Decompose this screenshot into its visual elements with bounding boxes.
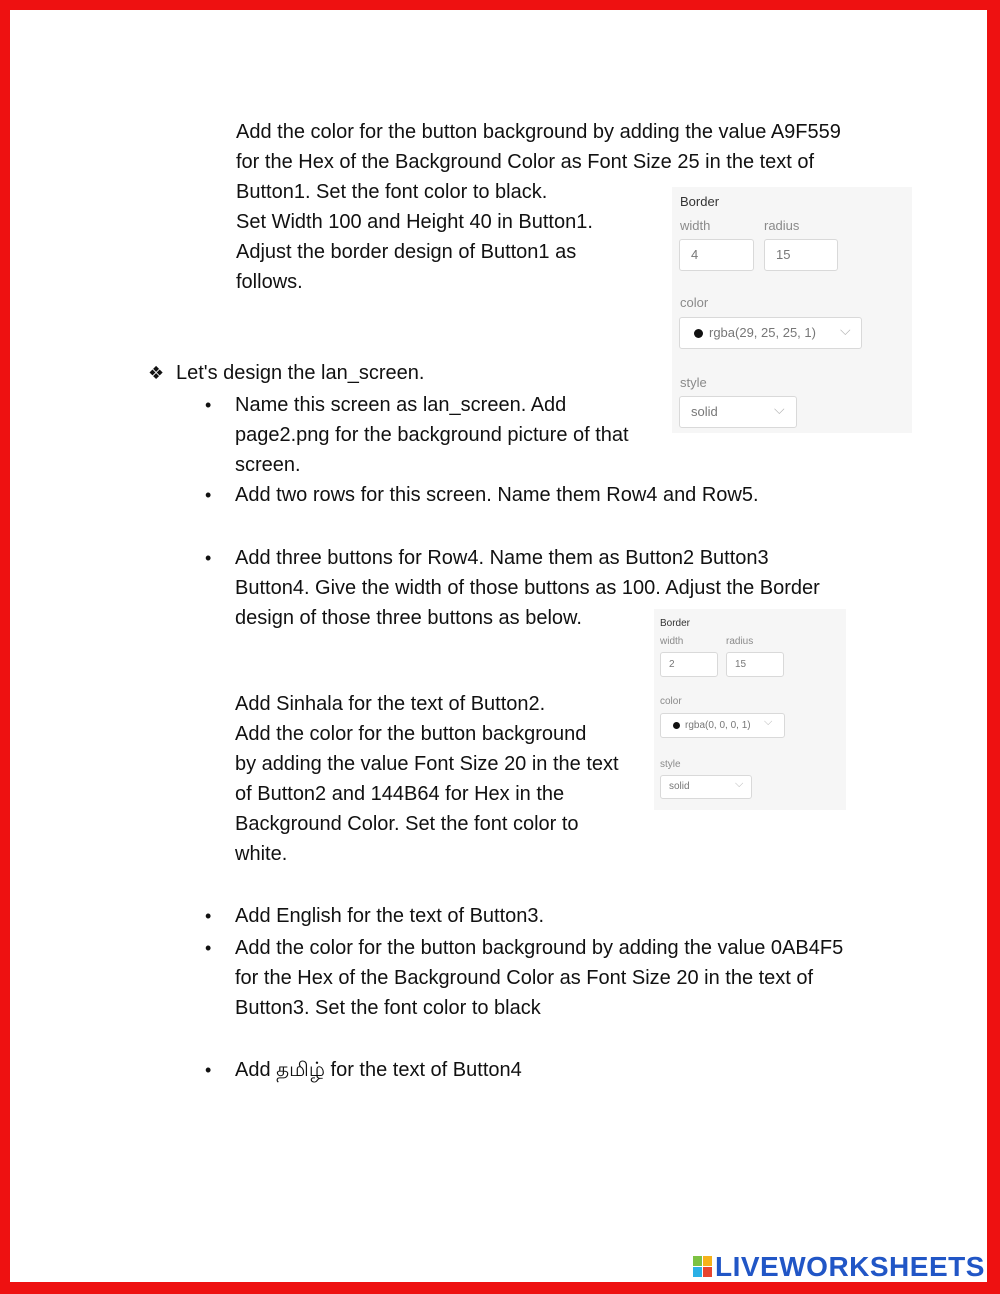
intro-line: Set Width 100 and Height 40 in Button1. — [236, 211, 593, 233]
style-select[interactable] — [679, 396, 797, 428]
color-label: color — [660, 696, 682, 707]
color-select[interactable] — [679, 317, 862, 349]
intro-line: Adjust the border design of Button1 as — [236, 241, 577, 263]
chevron-down-icon: ⌵ — [735, 778, 744, 790]
logo-icon — [693, 1256, 713, 1278]
bullet-icon: • — [205, 395, 212, 415]
width-label: width — [680, 218, 711, 233]
list-item: Add தமிழ் for the text of Button4 — [235, 1059, 522, 1081]
intro-line: for the Hex of the Background Color as Font Size 25 in the text of — [236, 151, 815, 173]
list-item-line: Button3. Set the font color to black — [235, 997, 541, 1019]
color-swatch-icon — [694, 329, 703, 338]
border-settings-panel — [654, 609, 846, 810]
list-item-line: Background Color. Set the font color to — [235, 813, 579, 835]
list-item-line: of Button2 and 144B64 for Hex in the — [235, 783, 565, 805]
style-value: solid — [669, 781, 690, 792]
list-item-line: Name this screen as lan_screen. Add — [235, 394, 567, 416]
style-label: style — [680, 375, 707, 390]
bullet-icon: • — [205, 1060, 212, 1080]
list-item-line: Add the color for the button background — [235, 723, 587, 745]
chevron-down-icon: ⌵ — [764, 716, 773, 728]
list-item-line: by adding the value Font Size 20 in the text — [235, 753, 619, 775]
intro-line: Add the color for the button background by adding the value A9F559 — [236, 121, 841, 143]
list-item-line: design of those three buttons as below. — [235, 607, 582, 629]
list-item-line: screen. — [235, 454, 301, 476]
intro-line: follows. — [236, 271, 303, 293]
style-label: style — [660, 759, 681, 770]
radius-label: radius — [726, 636, 754, 647]
list-item: Add two rows for this screen. Name them Row4 and Row5. — [235, 484, 759, 506]
width-input[interactable]: 4 — [679, 239, 754, 271]
list-item-line: page2.png for the background picture of that — [235, 424, 629, 446]
border-settings-panel — [672, 187, 912, 433]
list-item: Add English for the text of Button3. — [235, 905, 545, 927]
color-value: rgba(29, 25, 25, 1) — [709, 325, 816, 340]
color-swatch-icon — [673, 722, 680, 729]
list-item-line: Add three buttons for Row4. Name them as Button2 Button3 — [235, 547, 769, 569]
section-heading: Let's design the lan_screen. — [176, 362, 425, 384]
bullet-icon: • — [205, 548, 212, 568]
radius-label: radius — [764, 218, 800, 233]
list-item-line: Add Sinhala for the text of Button2. — [235, 693, 546, 715]
intro-line: Button1. Set the font color to black. — [236, 181, 548, 203]
radius-input[interactable]: 15 — [726, 652, 784, 677]
liveworksheets-logo — [693, 1252, 985, 1282]
radius-input[interactable]: 15 — [764, 239, 838, 271]
style-select[interactable] — [660, 775, 752, 799]
list-item-line: Button4. Give the width of those buttons as 100. Adjust the Border — [235, 577, 820, 599]
color-value: rgba(0, 0, 0, 1) — [685, 720, 751, 731]
style-value: solid — [691, 404, 718, 419]
list-item-line: for the Hex of the Background Color as Font Size 20 in the text of — [235, 967, 814, 989]
chevron-down-icon: ⌵ — [774, 401, 785, 417]
bullet-icon: • — [205, 938, 212, 958]
list-item-line: white. — [235, 843, 288, 865]
color-label: color — [680, 295, 709, 310]
list-item-line: Add the color for the button background by adding the value 0AB4F5 — [235, 937, 844, 959]
color-select[interactable] — [660, 713, 785, 738]
width-input[interactable]: 2 — [660, 652, 718, 677]
logo-text: LIVEWORKSHEETS — [715, 1251, 985, 1282]
bullet-icon: • — [205, 485, 212, 505]
chevron-down-icon: ⌵ — [840, 322, 851, 338]
width-label: width — [660, 636, 684, 647]
bullet-icon: • — [205, 906, 212, 926]
panel-title: Border — [660, 618, 691, 629]
section-bullet-icon: ❖ — [148, 363, 165, 383]
panel-title: Border — [680, 194, 720, 209]
